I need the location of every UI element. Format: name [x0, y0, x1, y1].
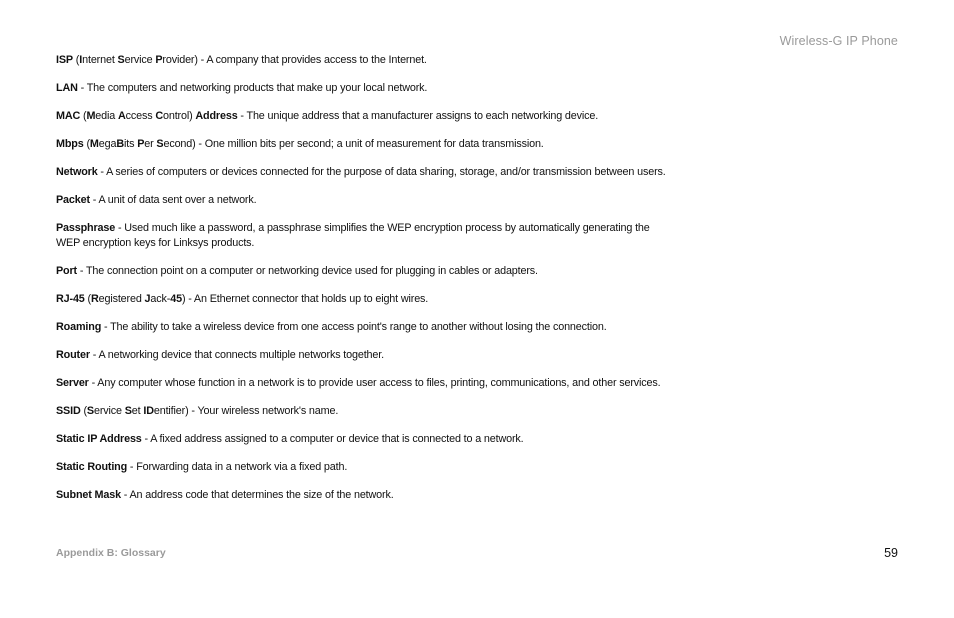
glossary-definition-text: ) - An Ethernet connector that holds up to eight wires.: [181, 293, 429, 305]
glossary-definition-text: er: [144, 138, 157, 150]
glossary-definition-text: ervice: [124, 54, 156, 66]
glossary-definition-text: - A unit of data sent over a network.: [89, 194, 257, 206]
glossary-definition-text: - Used much like a password, a passphrase simplifies the WEP encryption process by automatically generating the WEP encryption keys for Linksys products.: [56, 222, 650, 249]
glossary-entry-lan: [56, 81, 666, 96]
glossary-entry-mac-address: [56, 109, 666, 124]
glossary-definition-text: ontrol): [162, 110, 196, 122]
glossary-entry-ssid: [56, 404, 666, 419]
header-product-title: Wireless-G IP Phone: [779, 34, 898, 48]
glossary-term-text: LAN: [56, 82, 78, 94]
glossary-definition-text: rovider) - A company that provides access to the Internet.: [162, 54, 427, 66]
glossary-definition-text: et: [131, 405, 144, 417]
glossary-term-text: Passphrase: [56, 222, 116, 234]
glossary-entry-rj-45: [56, 292, 666, 307]
glossary-term-text: MAC: [56, 110, 81, 122]
glossary-definition-text: ccess: [125, 110, 156, 122]
glossary-definition-text: - The ability to take a wireless device from one access point's range to another without losing the connection.: [101, 321, 607, 333]
glossary-term-text: B: [116, 138, 124, 150]
glossary-term-text: Server: [56, 377, 89, 389]
glossary-definition-text: - Any computer whose function in a network is to provide user access to files, printing, communications, and other services.: [88, 377, 661, 389]
glossary-term-text: P: [137, 138, 145, 150]
glossary-entry-server: [56, 376, 666, 391]
glossary-definition-text: ack-: [150, 293, 171, 305]
glossary-definition-text: (: [83, 138, 90, 150]
glossary-entry-port: [56, 264, 666, 279]
glossary-term-text: M: [89, 138, 99, 150]
glossary-definition-text: econd) - One million bits per second; a unit of measurement for data transmission.: [163, 138, 544, 150]
glossary-term-text: ID: [143, 405, 154, 417]
glossary-definition-text: ervice: [93, 405, 125, 417]
glossary-term-text: Packet: [56, 194, 90, 206]
glossary-term-text: Port: [56, 265, 77, 277]
glossary-term-text: Mbps: [56, 138, 84, 150]
glossary-definition-text: (: [80, 405, 87, 417]
glossary-entry-static-ip-address: [56, 432, 666, 447]
glossary-definition-text: edia: [95, 110, 118, 122]
glossary-term-text: ISP: [56, 54, 73, 66]
glossary-term-text: Static IP Address: [56, 433, 142, 445]
glossary-entry-passphrase: [56, 221, 666, 251]
glossary-term-text: A: [117, 110, 126, 122]
glossary-definition-text: - The computers and networking products that make up your local network.: [77, 82, 428, 94]
glossary-entry-isp: [56, 53, 666, 68]
glossary-definition-text: - The unique address that a manufacturer assigns to each networking device.: [237, 110, 599, 122]
glossary-definition-text: (: [72, 54, 80, 66]
glossary-term-text: M: [86, 110, 96, 122]
glossary-term-text: S: [124, 405, 132, 417]
glossary-entry-static-routing: [56, 460, 666, 475]
glossary-definition-text: - A series of computers or devices connected for the purpose of data sharing, storage, and/or transmission between users.: [97, 166, 666, 178]
glossary-definition-text: nternet: [82, 54, 118, 66]
glossary-term-text: I: [79, 54, 83, 66]
glossary-term-text: Network: [56, 166, 98, 178]
glossary-term-text: Router: [56, 349, 90, 361]
glossary-definition-text: (: [84, 293, 91, 305]
glossary-entry-mbps: [56, 137, 666, 152]
glossary-term-text: C: [155, 110, 163, 122]
glossary-definition-text: (: [80, 110, 87, 122]
glossary-term-text: Subnet Mask: [56, 489, 121, 501]
glossary-term-text: Roaming: [56, 321, 102, 333]
glossary-term-text: R: [90, 293, 99, 305]
glossary-definition-text: its: [123, 138, 138, 150]
glossary-entry-subnet-mask: [56, 488, 666, 503]
glossary-definition-text: - Forwarding data in a network via a fixed path.: [127, 461, 348, 473]
glossary-definition-text: egistered: [98, 293, 145, 305]
page-number: 59: [884, 546, 898, 560]
glossary-definition-text: entifier) - Your wireless network's name.: [153, 405, 339, 417]
glossary-definition-text: ega: [98, 138, 117, 150]
glossary-entry-roaming: [56, 320, 666, 335]
glossary-term-text: S: [117, 54, 125, 66]
glossary-entry-router: [56, 348, 666, 363]
glossary-entry-packet: [56, 193, 666, 208]
glossary-term-text: SSID: [56, 405, 81, 417]
glossary-definition-text: - A networking device that connects multiple networks together.: [89, 349, 384, 361]
glossary-definition-text: - A fixed address assigned to a computer or device that is connected to a network.: [141, 433, 524, 445]
glossary-term-text: S: [156, 138, 164, 150]
glossary-term-text: S: [86, 405, 94, 417]
glossary-entry-network: [56, 165, 666, 180]
glossary-term-text: Static Routing: [56, 461, 128, 473]
glossary-term-text: RJ-45: [56, 293, 85, 305]
glossary-term-text: J: [144, 293, 151, 305]
glossary-definition-text: - The connection point on a computer or networking device used for plugging in cables or adapters.: [77, 265, 538, 277]
footer-section-title: Appendix B: Glossary: [56, 547, 166, 559]
glossary-list: [56, 53, 666, 516]
glossary-definition-text: - An address code that determines the size of the network.: [120, 489, 394, 501]
glossary-term-text: Address: [195, 110, 238, 122]
glossary-term-text: 45: [170, 293, 182, 305]
glossary-term-text: P: [155, 54, 163, 66]
